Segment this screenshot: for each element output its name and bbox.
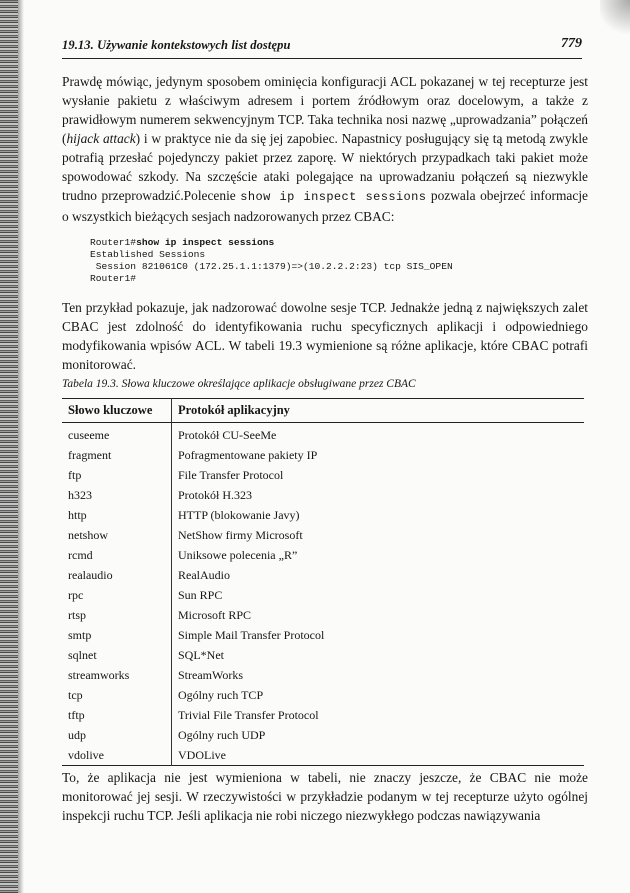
keyword-cell: cuseeme bbox=[62, 423, 172, 446]
header-keyword: Słowo kluczowe bbox=[62, 399, 172, 423]
protocol-cell: SQL*Net bbox=[178, 648, 224, 662]
keyword-cell: fragment bbox=[62, 445, 172, 465]
table-row bbox=[62, 525, 584, 545]
table-row bbox=[62, 705, 584, 725]
header-protocol: Protokół aplikacyjny bbox=[178, 403, 290, 417]
table-row bbox=[62, 545, 584, 565]
code-prompt: Router1# bbox=[90, 237, 137, 248]
table-header-row bbox=[62, 399, 584, 423]
scan-corner-mark bbox=[600, 0, 630, 40]
table-row bbox=[62, 423, 584, 446]
protocol-cell: Microsoft RPC bbox=[178, 608, 252, 622]
keyword-cell: ftp bbox=[62, 465, 172, 485]
code-command: show ip inspect sessions bbox=[136, 237, 275, 248]
code-listing bbox=[90, 237, 560, 285]
keyword-cell: netshow bbox=[62, 525, 172, 545]
keyword-cell: sqlnet bbox=[62, 645, 172, 665]
protocol-cell: Protokół CU-SeeMe bbox=[178, 428, 277, 442]
paragraph1-text-c: pozwala obejrzeć informacje o wszystkich bieżących sesjach nadzorowanych przez CBAC: bbox=[62, 188, 588, 224]
table-row bbox=[62, 725, 584, 745]
keyword-cell: rpc bbox=[62, 585, 172, 605]
scan-binding-edge bbox=[0, 0, 18, 893]
keywords-table bbox=[62, 398, 584, 766]
protocol-cell: VDOLive bbox=[178, 748, 226, 762]
keyword-cell: http bbox=[62, 505, 172, 525]
protocol-cell: Protokół H.323 bbox=[178, 488, 253, 502]
table-row bbox=[62, 485, 584, 505]
keyword-cell: tftp bbox=[62, 705, 172, 725]
keyword-cell: smtp bbox=[62, 625, 172, 645]
protocol-cell: Ogólny ruch TCP bbox=[178, 688, 264, 702]
protocol-cell: HTTP (blokowanie Javy) bbox=[178, 508, 300, 522]
table-caption: Tabela 19.3. Słowa kluczowe określające aplikacje obsługiwane przez CBAC bbox=[62, 378, 416, 390]
protocol-cell: Sun RPC bbox=[178, 588, 223, 602]
paragraph-hijack-attack bbox=[62, 72, 588, 226]
table-row bbox=[62, 645, 584, 665]
page-number: 779 bbox=[561, 36, 582, 51]
table-row bbox=[62, 565, 584, 585]
keyword-cell: tcp bbox=[62, 685, 172, 705]
keyword-cell: rcmd bbox=[62, 545, 172, 565]
protocol-cell: File Transfer Protocol bbox=[178, 468, 284, 482]
table-row bbox=[62, 685, 584, 705]
keyword-cell: rtsp bbox=[62, 605, 172, 625]
table-row bbox=[62, 605, 584, 625]
inline-command: show ip inspect sessions bbox=[240, 190, 427, 204]
running-header bbox=[62, 38, 582, 59]
protocol-cell: RealAudio bbox=[178, 568, 230, 582]
chapter-section-title: 19.13. Używanie kontekstowych list dostępu bbox=[62, 38, 291, 52]
protocol-cell: Simple Mail Transfer Protocol bbox=[178, 628, 325, 642]
table-row bbox=[62, 745, 584, 766]
code-line-session: Session 821061C0 (172.25.1.1:1379)=>(10.2.2.2:23) tcp SIS_OPEN bbox=[90, 261, 453, 272]
protocol-cell: NetShow firmy Microsoft bbox=[178, 528, 303, 542]
protocol-cell: Pofragmentowane pakiety IP bbox=[178, 448, 318, 462]
protocol-cell: Ogólny ruch UDP bbox=[178, 728, 266, 742]
table-row bbox=[62, 465, 584, 485]
paragraph-unlisted-apps: To, że aplikacja nie jest wymieniona w tabeli, nie znaczy jeszcze, że CBAC nie może monitorować jej sesji. W rzeczywistości w przykładzie podanym w tej recepturze użyto ogólnej inspekcji ruchu TCP. Jeśli aplikacja nie robi niczego niezwykłego podczas nawiązywania bbox=[62, 770, 588, 823]
keyword-cell: h323 bbox=[62, 485, 172, 505]
paragraph-cbac-intro: Ten przykład pokazuje, jak nadzorować dowolne sesje TCP. Jednakże jedną z największych zalet CBAC jest zdolność do identyfikowania ruchu specyficznych aplikacji i odpowiedniego modyfikowania wpisów ACL. W tabeli 19.3 wymienione są różne aplikacje, które CBAC potrafi monitorować. bbox=[62, 300, 588, 372]
table-row bbox=[62, 665, 584, 685]
scan-binding-shadow bbox=[18, 0, 24, 893]
code-line-established: Established Sessions bbox=[90, 249, 206, 260]
table-row bbox=[62, 445, 584, 465]
paragraph1-italic-term: hijack attack bbox=[66, 131, 136, 146]
paragraph1-text-b: ) i w praktyce nie da się jej zapobiec. Napastnicy posługujący się tą metodą zwykle potrafią przesłać pojedynczy pakiet przez zaporę. W niektórych przypadkach taki pakiet może spowodować szkody. Na szczęście ataki polegające na uprowadzaniu połączeń są niezwykle trudno przeprowadzić.Polecenie bbox=[62, 131, 588, 203]
keyword-cell: streamworks bbox=[62, 665, 172, 685]
table-row bbox=[62, 625, 584, 645]
keyword-cell: vdolive bbox=[62, 745, 172, 766]
protocol-cell: StreamWorks bbox=[178, 668, 244, 682]
code-line-prompt: Router1# bbox=[90, 273, 137, 284]
keyword-cell: realaudio bbox=[62, 565, 172, 585]
paragraph1-text-a: Prawdę mówiąc, jedynym sposobem ominięcia konfiguracji ACL pokazanej w tej recepturze jest wysłanie pakietu z właściwym adresem i portem źródłowym oraz docelowym, a także z prawidłowym numerem sekwencyjnym TCP. Taka technika nosi nazwę „uprowadzania” połączeń ( bbox=[62, 74, 588, 146]
table-row bbox=[62, 585, 584, 605]
protocol-cell: Trivial File Transfer Protocol bbox=[178, 708, 319, 722]
keyword-cell: udp bbox=[62, 725, 172, 745]
protocol-cell: Uniksowe polecenia „R” bbox=[178, 548, 298, 562]
table-row bbox=[62, 505, 584, 525]
